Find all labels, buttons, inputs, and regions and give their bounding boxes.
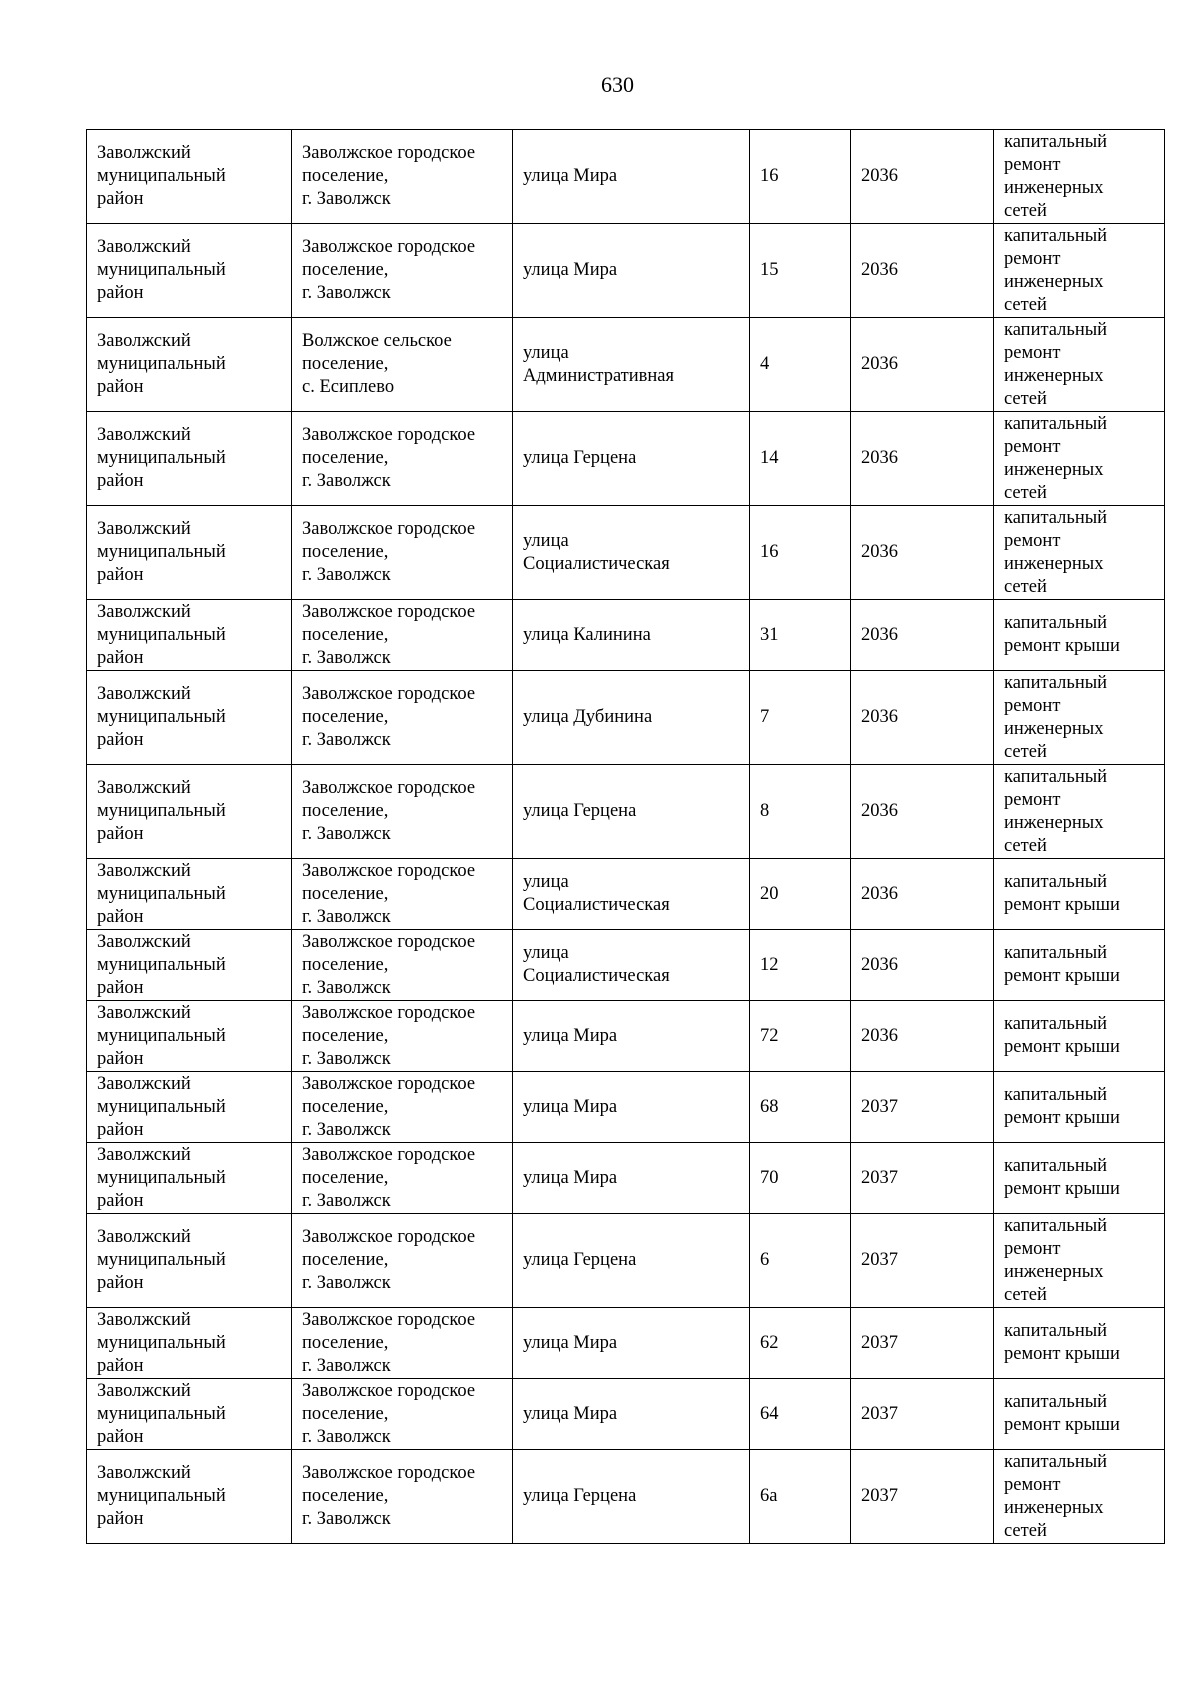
settlement-cell-line: поселение, (302, 1486, 389, 1506)
district-cell-line: муниципальный (97, 1403, 226, 1424)
work-type-cell-line: инженерных (1004, 177, 1104, 198)
work-type-cell-line: капитальный (1004, 943, 1108, 963)
settlement-cell-line: г. Заволжск (302, 189, 391, 209)
settlement-cell-line: Заволжское городское (302, 1227, 476, 1247)
street-cell (513, 130, 750, 224)
work-type-cell-line: ремонт крыши (1004, 1344, 1120, 1364)
work-type-cell-line: капитальный (1004, 1451, 1108, 1472)
settlement-cell-line: г. Заволжск (302, 1119, 391, 1140)
work-type-cell-line: ремонт (1004, 1238, 1061, 1259)
district-cell-line: Заволжский (97, 601, 191, 622)
district-cell-line: муниципальный (97, 954, 226, 975)
district-cell-line: район (97, 377, 144, 397)
settlement-cell-line: Заволжское городское (302, 143, 476, 163)
settlement-cell-line: Заволжское городское (302, 1144, 476, 1165)
work-type-cell-line: капитальный (1004, 319, 1108, 340)
work-type-cell-line: сетей (1004, 482, 1047, 503)
house-number-cell: 6 (750, 1214, 851, 1308)
table-row (87, 600, 1165, 671)
district-cell (87, 1379, 292, 1450)
work-type-cell-line: инженерных (1004, 553, 1104, 574)
district-cell-line: Заволжский (97, 1073, 191, 1094)
district-cell-line: район (97, 647, 144, 668)
district-cell-line: район (97, 906, 144, 927)
street-cell-line: улица Мира (523, 1167, 618, 1188)
work-type-cell-line: сетей (1004, 1284, 1047, 1305)
settlement-cell-line: г. Заволжск (302, 647, 391, 668)
district-cell-line: Заволжский (97, 1309, 191, 1330)
work-type-cell-line: ремонт (1004, 789, 1061, 810)
table-row (87, 130, 1165, 224)
year-cell: 2036 (851, 506, 994, 600)
settlement-cell (292, 1450, 513, 1544)
work-type-cell-line: сетей (1004, 576, 1047, 597)
house-number-cell: 62 (750, 1308, 851, 1379)
table-row (87, 318, 1165, 412)
table-row (87, 930, 1165, 1001)
table-row (87, 671, 1165, 765)
work-type-cell-line: ремонт (1004, 695, 1061, 716)
district-cell-line: район (97, 977, 144, 998)
district-cell-line: муниципальный (97, 883, 226, 904)
street-cell-line: улица Мира (523, 1332, 618, 1353)
district-cell (87, 930, 292, 1001)
work-type-cell (994, 1214, 1165, 1308)
work-type-cell (994, 765, 1165, 859)
work-type-cell (994, 1450, 1165, 1544)
street-cell (513, 506, 750, 600)
house-number-cell: 16 (750, 506, 851, 600)
district-cell-line: муниципальный (97, 707, 226, 727)
work-type-cell-line: капитальный (1004, 766, 1108, 787)
district-cell-line: район (97, 1119, 144, 1140)
work-type-cell-line: инженерных (1004, 1497, 1104, 1518)
settlement-cell-line: г. Заволжск (302, 565, 391, 585)
street-cell-line: Социалистическая (523, 895, 670, 915)
district-cell (87, 1001, 292, 1072)
settlement-cell-line: г. Заволжск (302, 1273, 391, 1293)
district-cell-line: Заволжский (97, 931, 191, 952)
district-cell-line: район (97, 1190, 144, 1211)
district-cell-line: муниципальный (97, 166, 226, 186)
table-body (87, 130, 1165, 1544)
district-cell (87, 671, 292, 765)
street-cell-line: улица Мира (523, 1403, 618, 1424)
work-type-cell-line: капитальный (1004, 672, 1108, 693)
work-type-cell-line: ремонт крыши (1004, 1179, 1120, 1199)
work-type-cell-line: инженерных (1004, 812, 1104, 833)
settlement-cell-line: Заволжское городское (302, 684, 476, 704)
settlement-cell-line: поселение, (302, 1167, 389, 1188)
settlement-cell-line: поселение, (302, 448, 389, 468)
district-cell (87, 224, 292, 318)
work-type-cell (994, 1072, 1165, 1143)
settlement-cell-line: Заволжское городское (302, 1380, 476, 1401)
year-cell: 2037 (851, 1379, 994, 1450)
street-cell-line: улица Герцена (523, 801, 637, 821)
district-cell-line: Заволжский (97, 1227, 191, 1247)
street-cell (513, 224, 750, 318)
house-number-cell: 70 (750, 1143, 851, 1214)
settlement-cell (292, 506, 513, 600)
work-type-cell-line: капитальный (1004, 1321, 1108, 1341)
settlement-cell (292, 1308, 513, 1379)
street-cell (513, 765, 750, 859)
work-type-cell-line: сетей (1004, 835, 1047, 856)
work-type-cell-line: ремонт (1004, 248, 1061, 269)
district-cell (87, 506, 292, 600)
district-cell (87, 1308, 292, 1379)
street-cell (513, 1450, 750, 1544)
work-type-cell-line: ремонт крыши (1004, 636, 1120, 656)
district-cell-line: Заволжский (97, 778, 191, 798)
work-type-cell-line: инженерных (1004, 271, 1104, 292)
work-type-cell-line: капитальный (1004, 413, 1108, 434)
settlement-cell (292, 1214, 513, 1308)
work-type-cell-line: ремонт крыши (1004, 1037, 1120, 1057)
settlement-cell (292, 1072, 513, 1143)
settlement-cell-line: поселение, (302, 1332, 389, 1353)
district-cell-line: район (97, 1426, 144, 1447)
district-cell-line: муниципальный (97, 448, 226, 468)
work-type-cell (994, 859, 1165, 930)
district-cell-line: район (97, 1048, 144, 1069)
street-cell (513, 1308, 750, 1379)
year-cell: 2037 (851, 1308, 994, 1379)
street-cell-line: улица Мира (523, 260, 618, 280)
district-cell-line: Заволжский (97, 1463, 191, 1483)
work-type-cell-line: инженерных (1004, 459, 1104, 480)
settlement-cell-line: поселение, (302, 260, 389, 280)
street-cell-line: Социалистическая (523, 966, 670, 986)
settlement-cell-line: Заволжское городское (302, 1002, 476, 1023)
work-type-cell (994, 1143, 1165, 1214)
house-number-cell: 6а (750, 1450, 851, 1544)
settlement-cell-line: Заволжское городское (302, 519, 476, 539)
settlement-cell (292, 600, 513, 671)
settlement-cell-line: поселение, (302, 1096, 389, 1117)
settlement-cell-line: г. Заволжск (302, 824, 391, 844)
street-cell-line: улица (523, 342, 569, 363)
year-cell: 2036 (851, 130, 994, 224)
district-cell-line: район (97, 1509, 144, 1529)
settlement-cell (292, 765, 513, 859)
settlement-cell-line: поселение, (302, 1025, 389, 1046)
work-type-cell (994, 224, 1165, 318)
work-type-cell-line: ремонт (1004, 342, 1061, 363)
year-cell: 2036 (851, 1001, 994, 1072)
district-cell-line: муниципальный (97, 1250, 226, 1270)
street-cell-line: улица (523, 530, 569, 551)
settlement-cell-line: поселение, (302, 707, 389, 727)
work-type-cell-line: капитальный (1004, 613, 1108, 633)
district-cell (87, 1072, 292, 1143)
street-cell (513, 1214, 750, 1308)
work-type-cell-line: ремонт (1004, 1474, 1061, 1495)
street-cell-line: улица Герцена (523, 448, 637, 468)
district-cell (87, 412, 292, 506)
work-type-cell (994, 1001, 1165, 1072)
street-cell (513, 671, 750, 765)
settlement-cell-line: поселение, (302, 624, 389, 645)
street-cell (513, 1379, 750, 1450)
district-cell-line: Заволжский (97, 237, 191, 257)
work-type-cell-line: инженерных (1004, 365, 1104, 386)
table-row (87, 506, 1165, 600)
house-number-cell: 31 (750, 600, 851, 671)
work-type-cell-line: ремонт крыши (1004, 895, 1120, 915)
work-type-cell-line: капитальный (1004, 507, 1108, 528)
settlement-cell-line: поселение, (302, 166, 389, 186)
settlement-cell-line: Заволжское городское (302, 237, 476, 257)
street-cell (513, 412, 750, 506)
settlement-cell-line: поселение, (302, 954, 389, 975)
district-cell-line: Заволжский (97, 860, 191, 881)
settlement-cell (292, 130, 513, 224)
settlement-cell (292, 859, 513, 930)
year-cell: 2037 (851, 1143, 994, 1214)
work-type-cell-line: ремонт крыши (1004, 1415, 1120, 1435)
work-type-cell (994, 930, 1165, 1001)
work-type-cell-line: капитальный (1004, 131, 1108, 152)
work-type-cell (994, 671, 1165, 765)
settlement-cell-line: Заволжское городское (302, 1073, 476, 1094)
settlement-cell (292, 412, 513, 506)
page-number: 630 (601, 72, 634, 97)
work-type-cell-line: сетей (1004, 200, 1047, 221)
work-type-cell-line: ремонт крыши (1004, 966, 1120, 986)
street-cell-line: улица Мира (523, 166, 618, 186)
work-type-cell-line: инженерных (1004, 718, 1104, 739)
house-number-cell: 68 (750, 1072, 851, 1143)
work-type-cell (994, 600, 1165, 671)
district-cell-line: муниципальный (97, 1167, 226, 1188)
street-cell (513, 1143, 750, 1214)
year-cell: 2036 (851, 318, 994, 412)
work-type-cell-line: сетей (1004, 294, 1047, 315)
district-cell (87, 765, 292, 859)
street-cell (513, 1001, 750, 1072)
year-cell: 2036 (851, 224, 994, 318)
settlement-cell-line: Волжское сельское (302, 331, 452, 351)
work-type-cell-line: ремонт (1004, 436, 1061, 457)
street-cell-line: улица Дубинина (523, 707, 653, 727)
settlement-cell-line: поселение, (302, 801, 389, 821)
settlement-cell-line: г. Заволжск (302, 1509, 391, 1529)
work-type-cell-line: сетей (1004, 388, 1047, 409)
year-cell: 2036 (851, 671, 994, 765)
settlement-cell-line: г. Заволжск (302, 906, 391, 927)
street-cell-line: улица Мира (523, 1025, 618, 1046)
year-cell: 2036 (851, 859, 994, 930)
settlement-cell-line: поселение, (302, 1250, 389, 1270)
district-cell-line: Заволжский (97, 1380, 191, 1401)
settlement-cell (292, 1143, 513, 1214)
settlement-cell-line: г. Заволжск (302, 1190, 391, 1211)
year-cell: 2036 (851, 765, 994, 859)
district-cell-line: район (97, 189, 144, 209)
district-cell (87, 859, 292, 930)
table-row (87, 224, 1165, 318)
settlement-cell (292, 224, 513, 318)
house-number-cell: 8 (750, 765, 851, 859)
district-cell-line: муниципальный (97, 801, 226, 821)
settlement-cell (292, 671, 513, 765)
settlement-cell-line: г. Заволжск (302, 1355, 391, 1376)
work-type-cell (994, 130, 1165, 224)
work-type-cell (994, 1379, 1165, 1450)
year-cell: 2037 (851, 1072, 994, 1143)
district-cell-line: муниципальный (97, 260, 226, 280)
work-type-cell-line: капитальный (1004, 225, 1108, 246)
street-cell-line: улица Калинина (523, 624, 651, 645)
house-number-cell: 72 (750, 1001, 851, 1072)
table-row (87, 765, 1165, 859)
street-cell (513, 859, 750, 930)
work-type-cell-line: капитальный (1004, 872, 1108, 892)
work-type-cell-line: капитальный (1004, 1392, 1108, 1412)
year-cell: 2036 (851, 412, 994, 506)
district-cell-line: район (97, 730, 144, 750)
work-type-cell-line: ремонт (1004, 154, 1061, 175)
district-cell-line: район (97, 1273, 144, 1293)
work-type-cell-line: ремонт (1004, 530, 1061, 551)
district-cell-line: Заволжский (97, 331, 191, 351)
house-number-cell: 64 (750, 1379, 851, 1450)
district-cell-line: муниципальный (97, 354, 226, 374)
settlement-cell-line: Заволжское городское (302, 778, 476, 798)
settlement-cell-line: Заволжское городское (302, 601, 476, 622)
table-row (87, 1379, 1165, 1450)
work-type-cell (994, 318, 1165, 412)
district-cell (87, 600, 292, 671)
district-cell-line: муниципальный (97, 624, 226, 645)
district-cell-line: район (97, 565, 144, 585)
settlement-cell-line: поселение, (302, 354, 389, 374)
work-type-cell-line: капитальный (1004, 1215, 1108, 1236)
year-cell: 2037 (851, 1450, 994, 1544)
work-type-cell (994, 1308, 1165, 1379)
settlement-cell-line: Заволжское городское (302, 1309, 476, 1330)
district-cell-line: Заволжский (97, 1144, 191, 1165)
district-cell-line: муниципальный (97, 1025, 226, 1046)
settlement-cell-line: Заволжское городское (302, 860, 476, 881)
street-cell (513, 930, 750, 1001)
street-cell-line: Административная (523, 365, 675, 386)
house-number-cell: 16 (750, 130, 851, 224)
settlement-cell-line: Заволжское городское (302, 425, 476, 445)
house-number-cell: 20 (750, 859, 851, 930)
table-row (87, 1214, 1165, 1308)
settlement-cell-line: поселение, (302, 542, 389, 562)
street-cell-line: улица Герцена (523, 1486, 637, 1506)
settlement-cell (292, 1379, 513, 1450)
table-row (87, 412, 1165, 506)
work-type-cell-line: капитальный (1004, 1156, 1108, 1176)
table-row (87, 1001, 1165, 1072)
street-cell-line: улица (523, 943, 569, 963)
district-cell-line: район (97, 471, 144, 491)
street-cell-line: Социалистическая (523, 553, 670, 574)
work-type-cell (994, 506, 1165, 600)
settlement-cell-line: г. Заволжск (302, 977, 391, 998)
district-cell-line: Заволжский (97, 519, 191, 539)
district-cell-line: муниципальный (97, 1332, 226, 1353)
district-cell (87, 130, 292, 224)
settlement-cell-line: с. Есиплево (302, 377, 395, 397)
street-cell-line: улица (523, 872, 569, 892)
house-number-cell: 12 (750, 930, 851, 1001)
work-type-cell-line: сетей (1004, 741, 1047, 762)
settlement-cell-line: Заволжское городское (302, 1463, 476, 1483)
district-cell (87, 1143, 292, 1214)
street-cell-line: улица Мира (523, 1096, 618, 1117)
year-cell: 2037 (851, 1214, 994, 1308)
settlement-cell-line: г. Заволжск (302, 1426, 391, 1447)
house-number-cell: 14 (750, 412, 851, 506)
district-cell-line: район (97, 283, 144, 303)
district-cell-line: Заволжский (97, 684, 191, 704)
street-cell (513, 1072, 750, 1143)
settlement-cell (292, 1001, 513, 1072)
district-cell-line: Заволжский (97, 1002, 191, 1023)
district-cell-line: район (97, 1355, 144, 1376)
settlement-cell-line: поселение, (302, 1403, 389, 1424)
table-row (87, 1308, 1165, 1379)
year-cell: 2036 (851, 600, 994, 671)
year-cell: 2036 (851, 930, 994, 1001)
street-cell (513, 600, 750, 671)
district-cell-line: район (97, 824, 144, 844)
street-cell-line: улица Герцена (523, 1250, 637, 1270)
district-cell-line: Заволжский (97, 425, 191, 445)
work-type-cell-line: сетей (1004, 1520, 1047, 1541)
table-row (87, 1143, 1165, 1214)
work-type-cell-line: капитальный (1004, 1085, 1108, 1105)
district-cell (87, 1450, 292, 1544)
settlement-cell (292, 318, 513, 412)
house-number-cell: 7 (750, 671, 851, 765)
house-number-cell: 4 (750, 318, 851, 412)
district-cell-line: муниципальный (97, 542, 226, 562)
table-row (87, 1072, 1165, 1143)
work-type-cell (994, 412, 1165, 506)
work-type-cell-line: инженерных (1004, 1261, 1104, 1282)
repair-schedule-table (86, 129, 1165, 1544)
district-cell-line: муниципальный (97, 1096, 226, 1117)
district-cell (87, 318, 292, 412)
table-row (87, 1450, 1165, 1544)
settlement-cell-line: Заволжское городское (302, 931, 476, 952)
settlement-cell-line: г. Заволжск (302, 283, 391, 303)
street-cell (513, 318, 750, 412)
settlement-cell-line: г. Заволжск (302, 1048, 391, 1069)
district-cell-line: муниципальный (97, 1486, 226, 1506)
work-type-cell-line: ремонт крыши (1004, 1108, 1120, 1128)
work-type-cell-line: капитальный (1004, 1014, 1108, 1034)
settlement-cell-line: г. Заволжск (302, 730, 391, 750)
table-row (87, 859, 1165, 930)
settlement-cell-line: г. Заволжск (302, 471, 391, 491)
district-cell-line: Заволжский (97, 143, 191, 163)
house-number-cell: 15 (750, 224, 851, 318)
settlement-cell-line: поселение, (302, 883, 389, 904)
settlement-cell (292, 930, 513, 1001)
district-cell (87, 1214, 292, 1308)
